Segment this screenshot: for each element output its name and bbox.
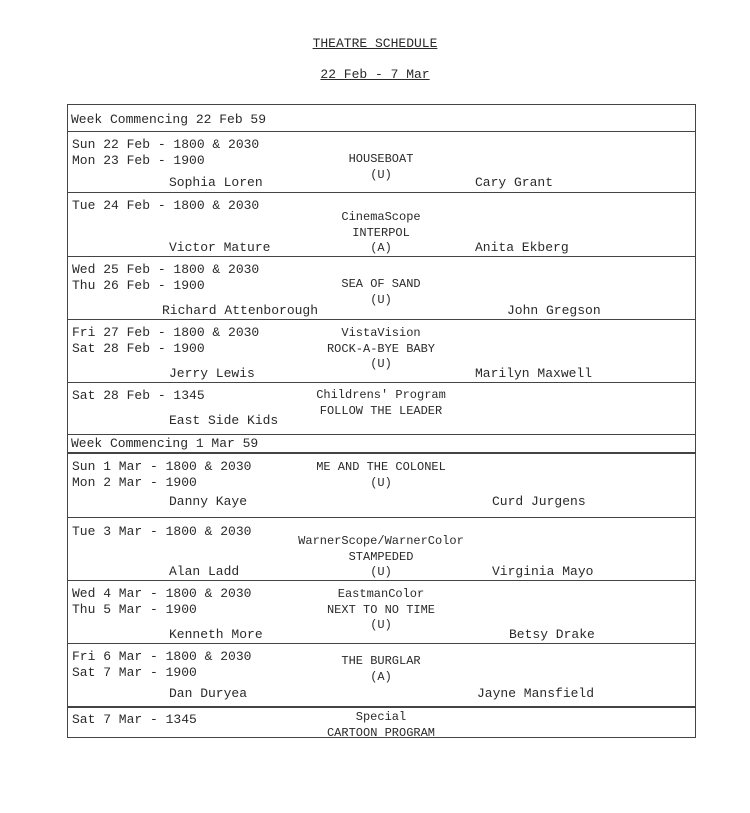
week-header: Week Commencing 22 Feb 59 bbox=[68, 105, 695, 132]
actor-left: Kenneth More bbox=[169, 627, 263, 642]
actor-right: John Gregson bbox=[507, 303, 601, 318]
actor-right: Jayne Mansfield bbox=[477, 686, 595, 701]
film-format: VistaVision bbox=[341, 326, 421, 340]
film-title: FOLLOW THE LEADER bbox=[319, 403, 443, 418]
film-info bbox=[268, 534, 494, 581]
show-dates: Sat 28 Feb - 1900 bbox=[72, 341, 205, 356]
schedule-table bbox=[67, 104, 696, 738]
film-rating: (U) bbox=[370, 475, 392, 490]
table-row bbox=[68, 707, 695, 740]
film-rating: (U) bbox=[370, 292, 392, 307]
film-format: EastmanColor bbox=[337, 587, 425, 601]
film-category: Special bbox=[355, 710, 407, 724]
date-range: 22 Feb - 7 Mar bbox=[320, 67, 430, 82]
actor-right: Marilyn Maxwell bbox=[475, 366, 593, 381]
show-dates: Tue 24 Feb - 1800 & 2030 bbox=[72, 198, 260, 213]
actor-left: Dan Duryea bbox=[169, 686, 248, 701]
film-info bbox=[276, 152, 486, 183]
show-dates: Wed 25 Feb - 1800 & 2030 bbox=[72, 262, 260, 277]
film-rating: (U) bbox=[370, 565, 392, 579]
film-info bbox=[276, 326, 486, 373]
actor-left: East Side Kids bbox=[169, 413, 279, 428]
show-dates: Mon 2 Mar - 1900 bbox=[72, 475, 197, 490]
actor-right: Curd Jurgens bbox=[492, 494, 586, 509]
film-title: CARTOON PROGRAM bbox=[326, 725, 436, 740]
film-info bbox=[276, 710, 486, 741]
table-row bbox=[68, 383, 695, 435]
show-dates: Sat 7 Mar - 1900 bbox=[72, 665, 197, 680]
table-row bbox=[68, 454, 695, 518]
actor-right: Betsy Drake bbox=[509, 627, 595, 642]
film-category: Childrens' Program bbox=[316, 388, 446, 402]
table-row bbox=[68, 518, 695, 581]
film-rating: (A) bbox=[370, 669, 392, 684]
table-row bbox=[68, 132, 695, 193]
film-info bbox=[276, 587, 486, 634]
table-row bbox=[68, 581, 695, 644]
film-rating: (U) bbox=[370, 357, 392, 371]
actor-left: Alan Ladd bbox=[169, 564, 240, 579]
film-title: NEXT TO NO TIME bbox=[326, 602, 436, 617]
film-info bbox=[276, 210, 486, 257]
actor-left: Richard Attenborough bbox=[162, 303, 319, 318]
film-info bbox=[276, 460, 486, 491]
show-dates: Sat 28 Feb - 1345 bbox=[72, 388, 205, 403]
show-dates: Sat 7 Mar - 1345 bbox=[72, 712, 197, 727]
film-title: ROCK-A-BYE BABY bbox=[326, 341, 436, 356]
table-row bbox=[68, 320, 695, 383]
actor-left: Victor Mature bbox=[169, 240, 271, 255]
table-row bbox=[68, 644, 695, 707]
film-title: ME AND THE COLONEL bbox=[316, 460, 446, 474]
table-row bbox=[68, 257, 695, 320]
film-format: WarnerScope/WarnerColor bbox=[298, 534, 464, 548]
show-dates: Thu 26 Feb - 1900 bbox=[72, 278, 205, 293]
film-rating: (A) bbox=[370, 241, 392, 255]
page-title: THEATRE SCHEDULE bbox=[312, 36, 438, 51]
show-dates: Wed 4 Mar - 1800 & 2030 bbox=[72, 586, 252, 601]
show-dates: Sun 22 Feb - 1800 & 2030 bbox=[72, 137, 260, 152]
film-title: SEA OF SAND bbox=[341, 277, 421, 291]
actor-right: Anita Ekberg bbox=[475, 240, 569, 255]
film-rating: (U) bbox=[370, 618, 392, 632]
actor-right: Virginia Mayo bbox=[492, 564, 594, 579]
film-title: THE BURGLAR bbox=[341, 654, 421, 668]
table-row bbox=[68, 193, 695, 257]
show-dates: Fri 6 Mar - 1800 & 2030 bbox=[72, 649, 252, 664]
show-dates: Tue 3 Mar - 1800 & 2030 bbox=[72, 524, 252, 539]
week-header: Week Commencing 1 Mar 59 bbox=[68, 435, 695, 454]
actor-left: Sophia Loren bbox=[169, 175, 263, 190]
actor-right: Cary Grant bbox=[475, 175, 554, 190]
film-title: HOUSEBOAT bbox=[348, 152, 414, 166]
show-dates: Sun 1 Mar - 1800 & 2030 bbox=[72, 459, 252, 474]
film-info bbox=[276, 388, 486, 419]
film-format: CinemaScope bbox=[341, 210, 421, 224]
show-dates: Fri 27 Feb - 1800 & 2030 bbox=[72, 325, 260, 340]
actor-left: Jerry Lewis bbox=[169, 366, 255, 381]
film-rating: (U) bbox=[370, 167, 392, 182]
show-dates: Mon 23 Feb - 1900 bbox=[72, 153, 205, 168]
actor-left: Danny Kaye bbox=[169, 494, 248, 509]
film-info bbox=[276, 654, 486, 685]
film-title: INTERPOL bbox=[352, 225, 410, 240]
show-dates: Thu 5 Mar - 1900 bbox=[72, 602, 197, 617]
film-title: STAMPEDED bbox=[348, 549, 414, 564]
